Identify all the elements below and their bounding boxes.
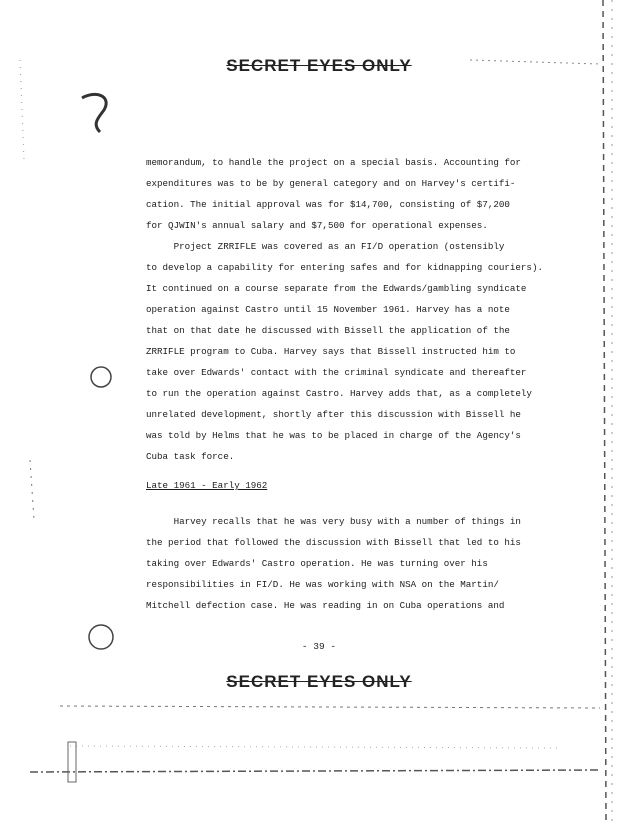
paragraph-1	[146, 152, 521, 236]
right-edge-scan-line	[603, 0, 606, 824]
paragraph-2	[146, 236, 543, 467]
text-line: operation against Castro until 15 November 1961. Harvey has a note	[146, 304, 510, 315]
text-line: expenditures was to be by general category and on Harvey's certifi-	[146, 178, 516, 189]
text-line: Project ZRRIFLE was covered as an FI/D operation (ostensibly	[146, 241, 505, 252]
text-line: memorandum, to handle the project on a special basis. Accounting for	[146, 157, 521, 168]
text-line: taking over Edwards' Castro operation. He was turning over his	[146, 558, 488, 569]
text-line: that on that date he discussed with Bissell the application of the	[146, 325, 510, 336]
page-number: - 39 -	[301, 641, 337, 652]
classification-marking-bottom: SECRET EYES ONLY	[226, 672, 412, 691]
text-line: unrelated development, shortly after this discussion with Bissell he	[146, 409, 521, 420]
section-heading: Late 1961 - Early 1962	[146, 480, 268, 491]
bottom-scan-band	[60, 706, 600, 708]
classification-marking-top: SECRET EYES ONLY	[226, 56, 412, 75]
text-line: ZRRIFLE program to Cuba. Harvey says that Bissell instructed him to	[146, 346, 516, 357]
text-line: to run the operation against Castro. Harvey adds that, as a completely	[146, 388, 532, 399]
binder-hole-middle	[91, 367, 111, 387]
text-line: for QJWIN's annual salary and $7,500 for operational expenses.	[146, 220, 488, 231]
paragraph-3	[146, 511, 521, 616]
text-line: the period that followed the discussion with Bissell that led to his	[146, 537, 521, 548]
text-line: Mitchell defection case. He was reading in on Cuba operations and	[146, 600, 505, 611]
text-line: was told by Helms that he was to be placed in charge of the Agency's	[146, 430, 521, 441]
binder-hole-mark-top	[82, 94, 106, 132]
text-line: Harvey recalls that he was very busy with a number of things in	[146, 516, 521, 527]
text-line: responsibilities in FI/D. He was working with NSA on the Martin/	[146, 579, 499, 590]
text-line: take over Edwards' contact with the criminal syndicate and thereafter	[146, 367, 527, 378]
text-line: It continued on a course separate from the Edwards/gambling syndicate	[146, 283, 527, 294]
text-line: to develop a capability for entering safes and for kidnapping couriers).	[146, 262, 543, 273]
text-line: Cuba task force.	[146, 451, 235, 462]
text-line: cation. The initial approval was for $14,700, consisting of $7,200	[146, 199, 510, 210]
